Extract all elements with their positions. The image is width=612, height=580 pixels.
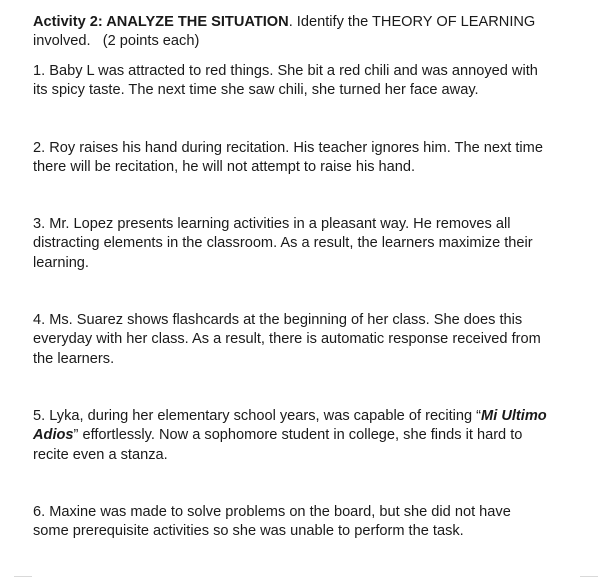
question-6 bbox=[33, 503, 548, 542]
activity-instruction: . Identify the THEORY OF LEARNING involved. bbox=[33, 14, 536, 50]
question-text: 4. Ms. Suarez shows flashcards at the beginning of her class. She does this everyday with her class. As a result, there is automatic response received from the learners. bbox=[33, 312, 541, 367]
activity-header bbox=[33, 13, 548, 52]
question-2 bbox=[33, 139, 548, 178]
activity-label: Activity 2: ANALYZE THE SITUATION bbox=[33, 14, 289, 30]
question-3 bbox=[33, 215, 548, 273]
question-text: 3. Mr. Lopez presents learning activities in a pleasant way. He removes all distracting elements in the classroom. As a result, the learners maximize their learning. bbox=[33, 216, 533, 271]
question-text: 2. Roy raises his hand during recitation. His teacher ignores him. The next time there will be recitation, he will not attempt to raise his hand. bbox=[33, 140, 543, 176]
question-text-before: 5. Lyka, during her elementary school years, was capable of reciting “ bbox=[33, 408, 482, 424]
question-4 bbox=[33, 311, 548, 369]
poem-title: Mi Ultimo Adios bbox=[33, 408, 547, 444]
question-5 bbox=[33, 407, 548, 465]
bottom-rule-left bbox=[14, 576, 32, 577]
activity-points: (2 points each) bbox=[102, 33, 200, 50]
question-text: 1. Baby L was attracted to red things. She bit a red chili and was annoyed with its spicy taste. The next time she saw chili, she turned her face away. bbox=[33, 63, 538, 99]
question-1 bbox=[33, 62, 548, 101]
bottom-rule-right bbox=[580, 576, 598, 577]
question-text: 6. Maxine was made to solve problems on the board, but she did not have some prerequisite activities so she was unable to perform the task. bbox=[33, 504, 511, 540]
question-text-after: ” effortlessly. Now a sophomore student in college, she finds it hard to recite even a stanza. bbox=[33, 427, 523, 463]
